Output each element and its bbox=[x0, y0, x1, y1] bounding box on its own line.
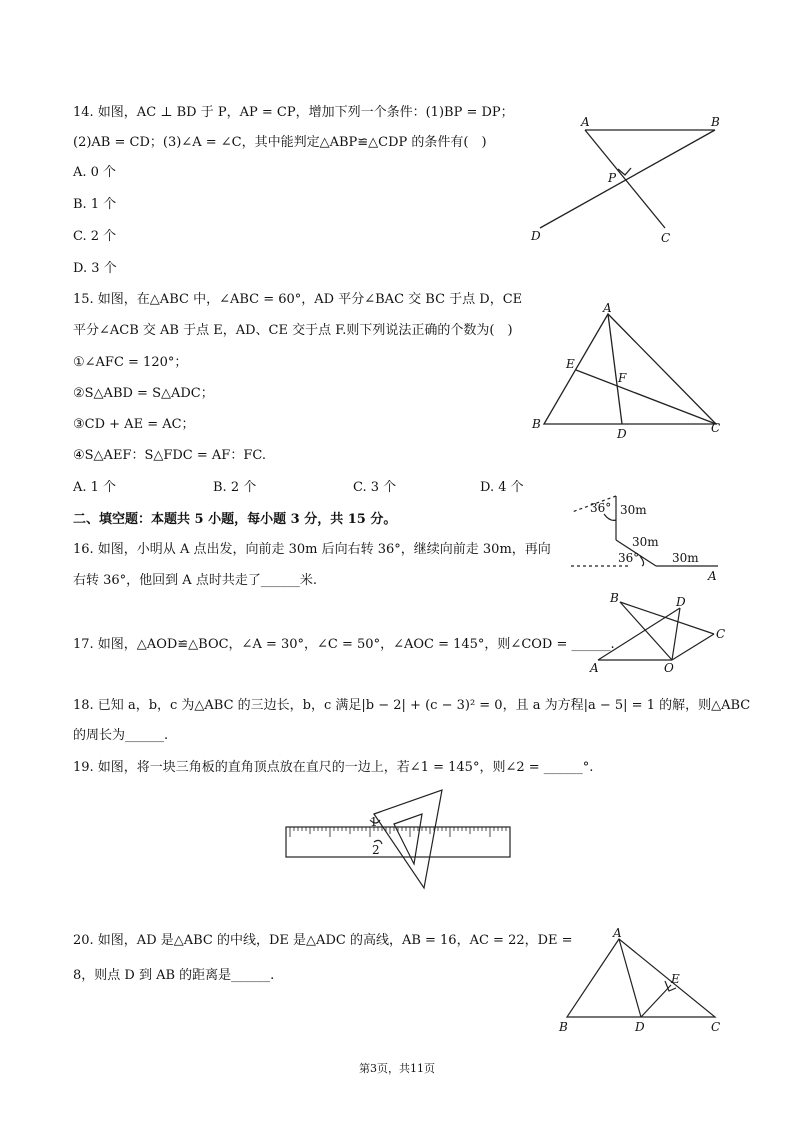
q16-label-a: A bbox=[708, 569, 717, 583]
q16-angle-label-2: 36° bbox=[618, 551, 640, 565]
q15-label-d: D bbox=[617, 427, 627, 441]
q15-label-e: E bbox=[566, 357, 575, 371]
q14-label-d: D bbox=[531, 229, 541, 243]
q15-item-3: ③CD + AE = AC； bbox=[73, 417, 195, 432]
q15-label-b: B bbox=[532, 417, 541, 431]
q17-figure bbox=[590, 590, 730, 675]
q14-label-p: P bbox=[608, 171, 617, 185]
q17-label-d: D bbox=[676, 595, 686, 609]
q20-label-a: A bbox=[613, 926, 622, 940]
q16-distance-label-3: 30m bbox=[672, 551, 699, 565]
q15-option-c: C. 3 个 bbox=[353, 480, 397, 495]
q15-option-a: A. 1 个 bbox=[73, 480, 117, 495]
q15-figure bbox=[530, 300, 730, 445]
q17-label-a: A bbox=[590, 661, 599, 675]
q16-distance-label-2: 30m bbox=[632, 535, 659, 549]
q20-line1: 20. 如图，AD 是△ABC 的中线，DE 是△ADC 的高线，AB = 16，AC = 22，DE = bbox=[73, 933, 573, 948]
page-footer: 第3页，共11页 bbox=[359, 1062, 435, 1075]
q14-label-b: B bbox=[711, 115, 720, 129]
section-heading: 二、填空题：本题共 5 小题，每小题 3 分，共 15 分。 bbox=[73, 512, 397, 527]
q15-option-b: B. 2 个 bbox=[213, 480, 257, 495]
q14-line2: (2)AB = CD；(3)∠A = ∠C，其中能判定△ABP≌△CDP 的条件有( ) bbox=[73, 135, 487, 150]
q15-option-d: D. 4 个 bbox=[480, 480, 524, 495]
q14-label-a: A bbox=[581, 115, 590, 129]
q15-label-f: F bbox=[618, 371, 627, 385]
q19-angle-label-2: 2 bbox=[372, 843, 380, 857]
q19-line1: 19. 如图，将一块三角板的直角顶点放在直尺的一边上，若∠1 = 145°，则∠2 = ______°. bbox=[73, 760, 594, 775]
q18-line2: 的周长为______. bbox=[73, 728, 169, 743]
q20-label-b: B bbox=[559, 1020, 568, 1034]
q14-label-c: C bbox=[661, 231, 671, 245]
q15-item-2: ②S△ABD = S△ADC； bbox=[73, 386, 214, 401]
q17-line1: 17. 如图，△AOD≌△BOC，∠A = 30°，∠C = 50°，∠AOC = 145°，则∠COD = ______. bbox=[73, 637, 615, 652]
q17-label-o: O bbox=[664, 661, 674, 675]
q14-figure bbox=[525, 110, 735, 250]
q17-label-b: B bbox=[610, 591, 619, 605]
q14-option-c: C. 2 个 bbox=[73, 229, 117, 244]
q20-figure bbox=[555, 925, 730, 1040]
q15-label-c: C bbox=[711, 421, 721, 435]
q14-option-b: B. 1 个 bbox=[73, 197, 117, 212]
q20-line2: 8，则点 D 到 AB 的距离是______. bbox=[73, 968, 275, 983]
q17-label-c: C bbox=[716, 627, 726, 641]
q20-label-d: D bbox=[635, 1020, 645, 1034]
q15-line1: 15. 如图，在△ABC 中，∠ABC = 60°，AD 平分∠BAC 交 BC 于点 D，CE bbox=[73, 292, 523, 307]
q16-line1: 16. 如图，小明从 A 点出发，向前走 30m 后向右转 36°，继续向前走 30m，再向 bbox=[73, 542, 551, 557]
q16-distance-label-1: 30m bbox=[620, 503, 647, 517]
q20-label-e: E bbox=[671, 972, 680, 986]
q20-label-c: C bbox=[711, 1020, 721, 1034]
q18-line1: 18. 已知 a，b，c 为△ABC 的三边长，b，c 满足|b − 2| + (c − 3)² = 0，且 a 为方程|a − 5| = 1 的解，则△ABC bbox=[73, 698, 751, 713]
q16-figure bbox=[568, 492, 728, 582]
q19-angle-label-1: 1 bbox=[370, 815, 378, 829]
q19-figure bbox=[282, 780, 522, 900]
q16-line2: 右转 36°，他回到 A 点时共走了______米. bbox=[73, 573, 317, 588]
q15-item-4: ④S△AEF：S△FDC = AF：FC. bbox=[73, 448, 266, 463]
q16-angle-label-1: 36° bbox=[590, 501, 612, 515]
q14-option-d: D. 3 个 bbox=[73, 261, 117, 276]
q14-line1: 14. 如图，AC ⊥ BD 于 P，AP = CP，增加下列一个条件：(1)BP = DP； bbox=[73, 105, 514, 120]
q14-option-a: A. 0 个 bbox=[73, 165, 117, 180]
q15-item-1: ①∠AFC = 120°； bbox=[73, 355, 188, 370]
q15-label-a: A bbox=[603, 301, 612, 315]
q15-line2: 平分∠ACB 交 AB 于点 E，AD、CE 交于点 F.则下列说法正确的个数为( ) bbox=[73, 323, 513, 338]
